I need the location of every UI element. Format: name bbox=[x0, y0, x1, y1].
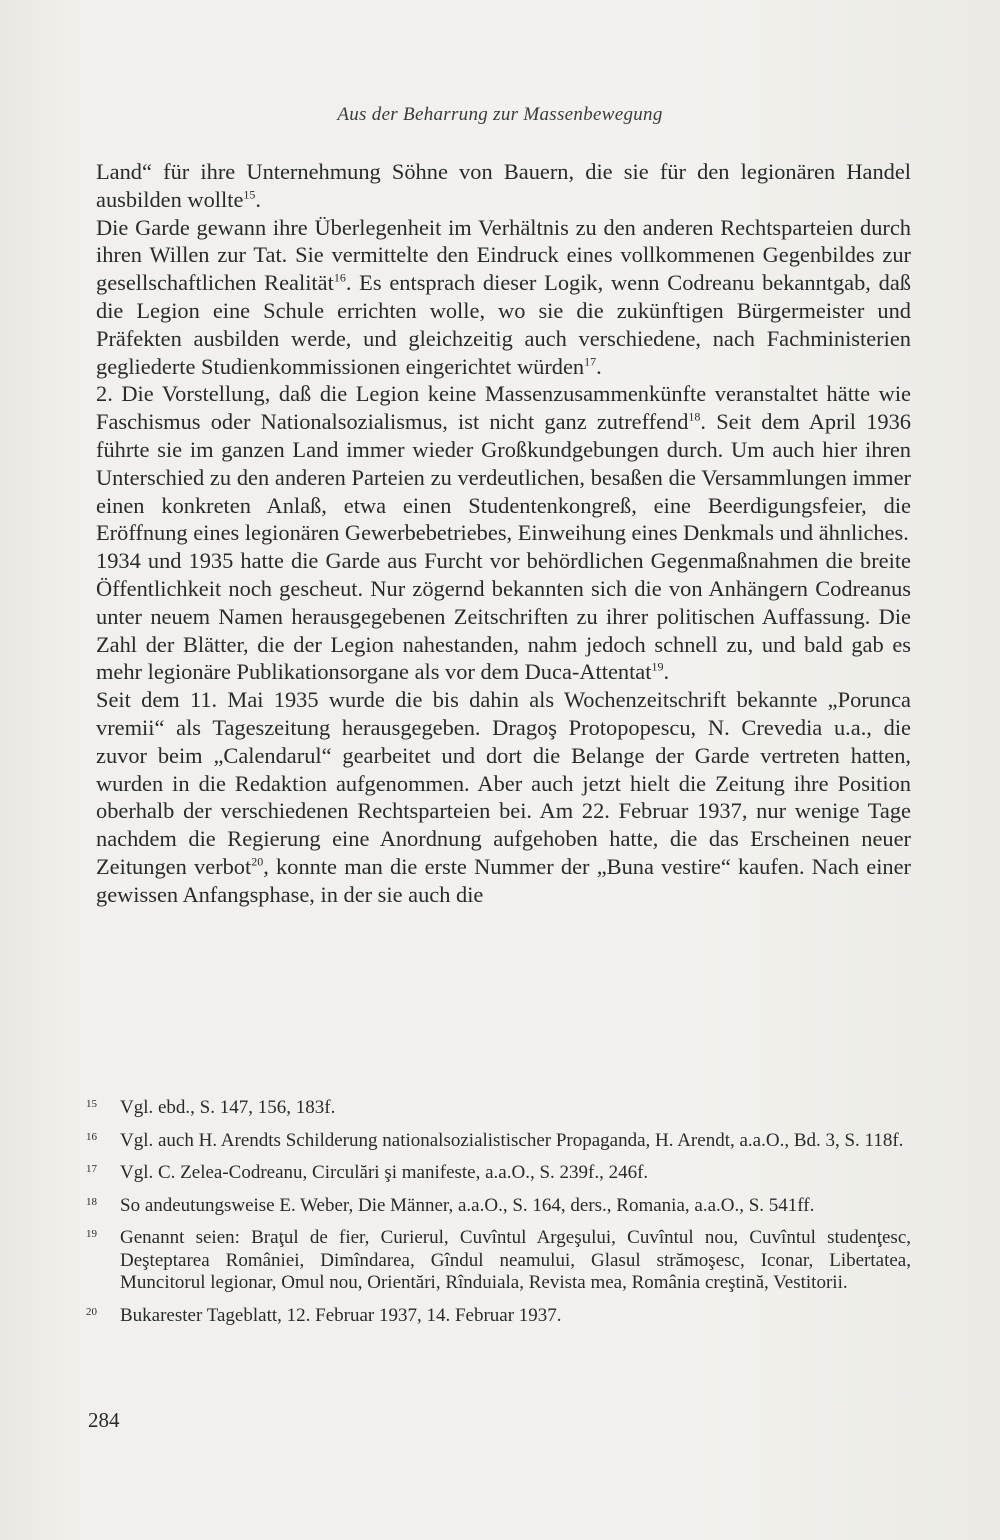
paragraph: Land“ für ihre Unternehmung Söhne von Bauern, die sie für den legionären Handel ausbilden wollte$^{15}$. bbox=[96, 159, 911, 212]
footnote-ref: 17 bbox=[584, 354, 597, 369]
running-head: Aus der Beharrung zur Massenbewegung bbox=[337, 104, 663, 125]
footnote: 20 Bukarester Tageblatt, 12. Februar 1937, 14. Februar 1937. bbox=[86, 1305, 911, 1328]
footnote-ref: 18 bbox=[688, 409, 701, 424]
footnote-number: 19 bbox=[86, 1228, 97, 1240]
footnote: 15 Vgl. ebd., S. 147, 156, 183f. bbox=[86, 1097, 911, 1120]
footnote-number: 18 bbox=[86, 1195, 97, 1208]
footnote: 19 Genannt seien: Braţul de fier, Curierul, Cuvîntul Argeşului, Cuvîntul nou, Cuvîntul studenţesc, Deşteptarea României, Dimîndarea, Gîndul neamului, Glasul strămoşesc, Iconar, Libertatea, Muncitorul legionar, Omul nou, Orientări, Rînduiala, Revista mea, România creştină, Vestitorii. bbox=[86, 1227, 911, 1295]
body-text bbox=[96, 158, 911, 909]
footnote-ref: 19 bbox=[651, 659, 664, 674]
paragraph: Die Garde gewann ihre Überlegenheit im Verhältnis zu den anderen Rechtsparteien durch ihren Willen zur Tat. Sie vermittelte den Eindruck eines vollkommenen Gegenbildes zur gesellschaftlichen Realität$^{16}$. Es entsprach dieser Logik, wenn Codreanu bekanntgab, daß die Legion eine Schule errichten wolle, wo sie die zukünftigen Bürgermeister und Präfekten ausbilden werde, und gleichzeitig auch verschiedene, nach Fachministerien gegliederte Studienkommissionen eingerichtet würden$^{17}$. bbox=[96, 214, 911, 379]
footnote-ref: 15 bbox=[243, 187, 256, 202]
footnote-number: 20 bbox=[86, 1305, 97, 1318]
footnotes bbox=[86, 1097, 911, 1337]
paragraph: 2. Die Vorstellung, daß die Legion keine Massenzusammenkünfte veranstaltet hätte wie Faschismus oder Nationalsozialismus, ist nicht ganz zutreffend$^{18}$. Seit dem April 1936 führte sie im ganzen Land immer wieder Großkundgebungen durch. Um auch hier ihren Unterschied zu den anderen Parteien zu verdeutlichen, besaßen die Versammlungen immer einen konkreten Anlaß, etwa einen Studentenkongreß, eine Beerdigungsfeier, die Eröffnung eines legionären Gewerbebetriebes, Einweihung eines Denkmals und ähnliches. bbox=[96, 381, 911, 546]
footnote: 17 Vgl. C. Zelea-Codreanu, Circulări şi manifeste, a.a.O., S. 239f., 246f. bbox=[86, 1162, 911, 1185]
paragraph: 1934 und 1935 hatte die Garde aus Furcht vor behördlichen Gegenmaßnahmen die breite Öffentlichkeit noch gescheut. Nur zögernd bekannten sich die von Anhängern Codreanus unter neuem Namen herausgegebenen Zeitschriften zu ihrer politischen Auffassung. Die Zahl der Blätter, die der Legion nahestanden, nahm jedoch schnell zu, und bald gab es mehr legionäre Publikationsorgane als vor dem Duca-Attentat$^{19}$. bbox=[96, 548, 911, 685]
footnote: 16 Vgl. auch H. Arendts Schilderung nationalsozialistischer Propaganda, H. Arendt, a.a.O., Bd. 3, S. 118f. bbox=[86, 1130, 911, 1153]
footnote-number: 15 bbox=[86, 1098, 97, 1110]
footnote-number: 16 bbox=[86, 1130, 97, 1143]
footnote-number: 17 bbox=[86, 1163, 97, 1175]
paragraph: Seit dem 11. Mai 1935 wurde die bis dahin als Wochenzeitschrift bekannte „Porunca vremii“ als Tageszeitung herausgegeben. Dragoş Protopopescu, N. Crevedia u.a., die zuvor beim „Calendarul“ gearbeitet und dort die Belange der Garde vertreten hatten, wurden in die Redaktion aufgenommen. Aber auch jetzt hielt die Zeitung ihre Position oberhalb der verschiedenen Rechtsparteien bei. Am 22. Februar 1937, nur wenige Tage nachdem die Regierung eine Anordnung aufgehoben hatte, die das Erscheinen neuer Zeitungen verbot$^{20}$, konnte man die erste Nummer der „Buna vestire“ kaufen. Nach einer gewissen Anfangsphase, in der sie auch die bbox=[96, 687, 911, 907]
footnote: 18 So andeutungsweise E. Weber, Die Männer, a.a.O., S. 164, ders., Romania, a.a.O., S. 541ff. bbox=[86, 1195, 911, 1218]
footnote-ref: 16 bbox=[333, 270, 346, 285]
footnote-ref: 20 bbox=[251, 854, 264, 869]
page-number: 284 bbox=[88, 1408, 120, 1432]
